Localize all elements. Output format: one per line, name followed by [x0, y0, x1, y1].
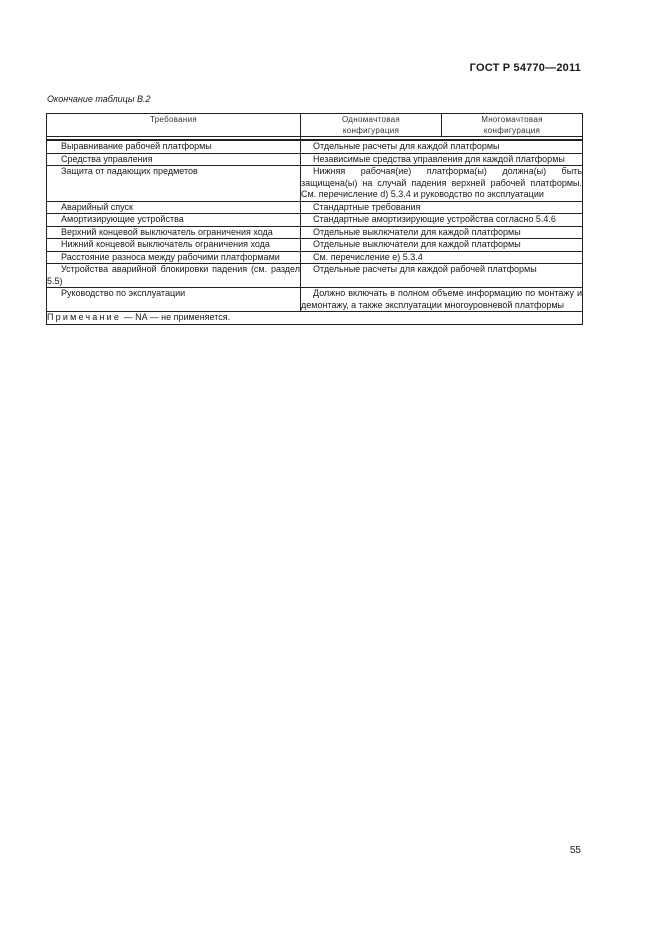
- column-header-requirements: Требования: [47, 114, 301, 137]
- requirements-table: [46, 113, 583, 325]
- requirement-cell: Защита от падающих предметов: [47, 166, 301, 202]
- value-cell: Отдельные выключатели для каждой платформы: [301, 239, 583, 252]
- table-note: [47, 312, 583, 325]
- requirement-cell: Амортизирующие устройства: [47, 214, 301, 227]
- value-cell: Отдельные выключатели для каждой платформы: [301, 226, 583, 239]
- requirement-cell: Руководство по эксплуатации: [47, 288, 301, 312]
- requirement-cell: Расстояние разноса между рабочими платформами: [47, 251, 301, 264]
- table-header-row: [47, 114, 583, 137]
- note-text: — NA — не применяется.: [123, 312, 231, 322]
- requirement-cell: Верхний концевой выключатель ограничения хода: [47, 226, 301, 239]
- column-header-multi-mast: Многомачтовая конфигурация: [442, 114, 583, 137]
- table-row: [47, 201, 583, 214]
- requirement-cell: Устройства аварийной блокировки падения (см. раздел 5.5): [47, 264, 300, 286]
- value-cell: Отдельные расчеты для каждой платформы: [301, 140, 583, 153]
- table-row: [47, 140, 583, 153]
- requirement-cell: Средства управления: [47, 153, 301, 166]
- value-cell: Стандартные амортизирующие устройства согласно 5.4.6: [301, 214, 583, 227]
- requirement-cell: Нижний концевой выключатель ограничения хода: [47, 239, 301, 252]
- table-note-row: [47, 312, 583, 325]
- value-cell: Независимые средства управления для каждой платформы: [301, 153, 583, 166]
- value-cell: См. перечисление е) 5.3.4: [301, 251, 583, 264]
- table-row: [47, 251, 583, 264]
- table-row: [47, 214, 583, 227]
- note-label: Примечание: [47, 312, 122, 322]
- table-row: [47, 153, 583, 166]
- page-number: 55: [569, 845, 581, 856]
- table-row: [47, 166, 583, 202]
- column-header-single-mast: Одномачтовая конфигурация: [301, 114, 442, 137]
- requirement-cell: Аварийный спуск: [47, 201, 301, 214]
- value-cell: Нижняя рабочая(ие) платформа(ы) должна(ы) быть защищена(ы) на случай падения верхней рабочей платформы. См. перечисление d) 5.3.4 и руководство по эксплуатации: [301, 166, 582, 199]
- value-cell: Должно включать в полном объеме информацию по монтажу и демонтажу, а также эксплуатации многоуровневой платформы: [301, 288, 582, 310]
- table-row: [47, 239, 583, 252]
- value-cell: Стандартные требования: [301, 201, 583, 214]
- table-row: [47, 226, 583, 239]
- value-cell: Отдельные расчеты для каждой рабочей платформы: [301, 264, 583, 288]
- table-caption: Окончание таблицы В.2: [47, 94, 151, 104]
- table-row: [47, 264, 583, 288]
- standard-code: ГОСТ Р 54770—2011: [469, 62, 581, 74]
- table-row: [47, 288, 583, 312]
- requirement-cell: Выравнивание рабочей платформы: [47, 140, 301, 153]
